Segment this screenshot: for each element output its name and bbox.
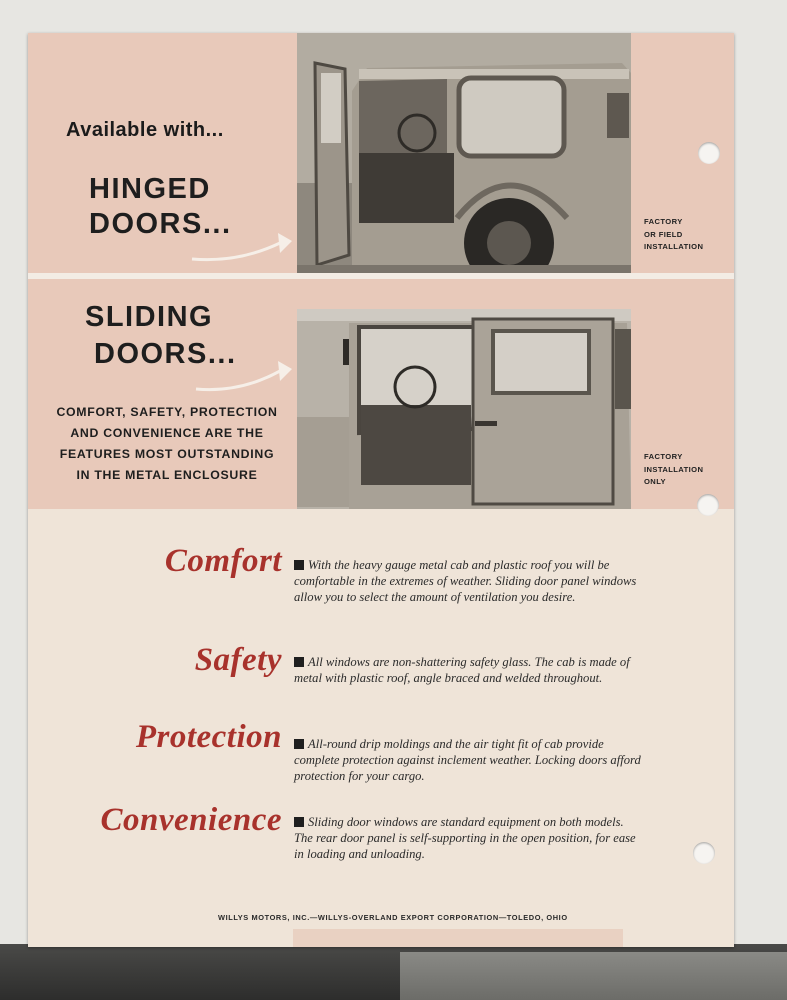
hinged-heading-line1: HINGED [89,173,211,205]
footer-strip [293,929,623,947]
table-surface [0,944,787,1000]
sliding-arrow-icon [192,355,296,395]
available-with-heading: Available with... [66,119,224,141]
brochure-page [28,33,734,947]
sliding-installation-note: FACTORY INSTALLATION ONLY [644,452,704,486]
punch-hole-top [698,142,720,164]
punch-hole-middle [697,494,719,516]
hinged-doors-photo [297,33,631,273]
feature-text-comfort [294,557,644,606]
sliding-heading-line2: DOORS... [94,338,237,370]
table-ledge [400,952,787,1000]
feature-text: With the heavy gauge metal cab and plastic roof you will be comfortable in the extremes of weather. Sliding door panel windows allow you to select the amount of ventilation you desire. [294,558,637,605]
feature-title-protection: Protection [135,719,282,755]
feature-text-protection [294,736,644,785]
bullet-square-icon [294,560,304,570]
bullet-square-icon [294,817,304,827]
footer-imprint: WILLYS MOTORS, INC.—WILLYS-OVERLAND EXPORT CORPORATION—TOLEDO, OHIO [218,913,568,922]
feature-text: All windows are non-shattering safety glass. The cab is made of metal with plastic roof, angle braced and welded throughout. [294,655,630,686]
feature-title-safety: Safety [194,642,282,678]
enclosure-blurb: COMFORT, SAFETY, PROTECTION AND CONVENIENCE ARE THE FEATURES MOST OUTSTANDING IN THE METAL ENCLOSURE [56,405,278,482]
hinged-installation-note: FACTORY OR FIELD INSTALLATION [644,217,704,251]
feature-text: All-round drip moldings and the air tight fit of cab provide complete protection against inclement weather. Locking doors afford protection for your cargo. [294,737,641,784]
feature-title-comfort: Comfort [164,543,282,579]
feature-title-convenience: Convenience [100,802,282,838]
feature-text-convenience [294,814,644,863]
bullet-square-icon [294,657,304,667]
sliding-doors-photo [297,309,631,509]
feature-text-safety [294,654,644,686]
bullet-square-icon [294,739,304,749]
hinged-heading-line2: DOORS... [89,208,232,240]
feature-text: Sliding door windows are standard equipment on both models. The rear door panel is self-supporting in the open position, for ease in loading and unloading. [294,815,636,862]
punch-hole-bottom [693,842,715,864]
hinged-arrow-icon [188,223,296,265]
sliding-heading-line1: SLIDING [85,301,214,333]
